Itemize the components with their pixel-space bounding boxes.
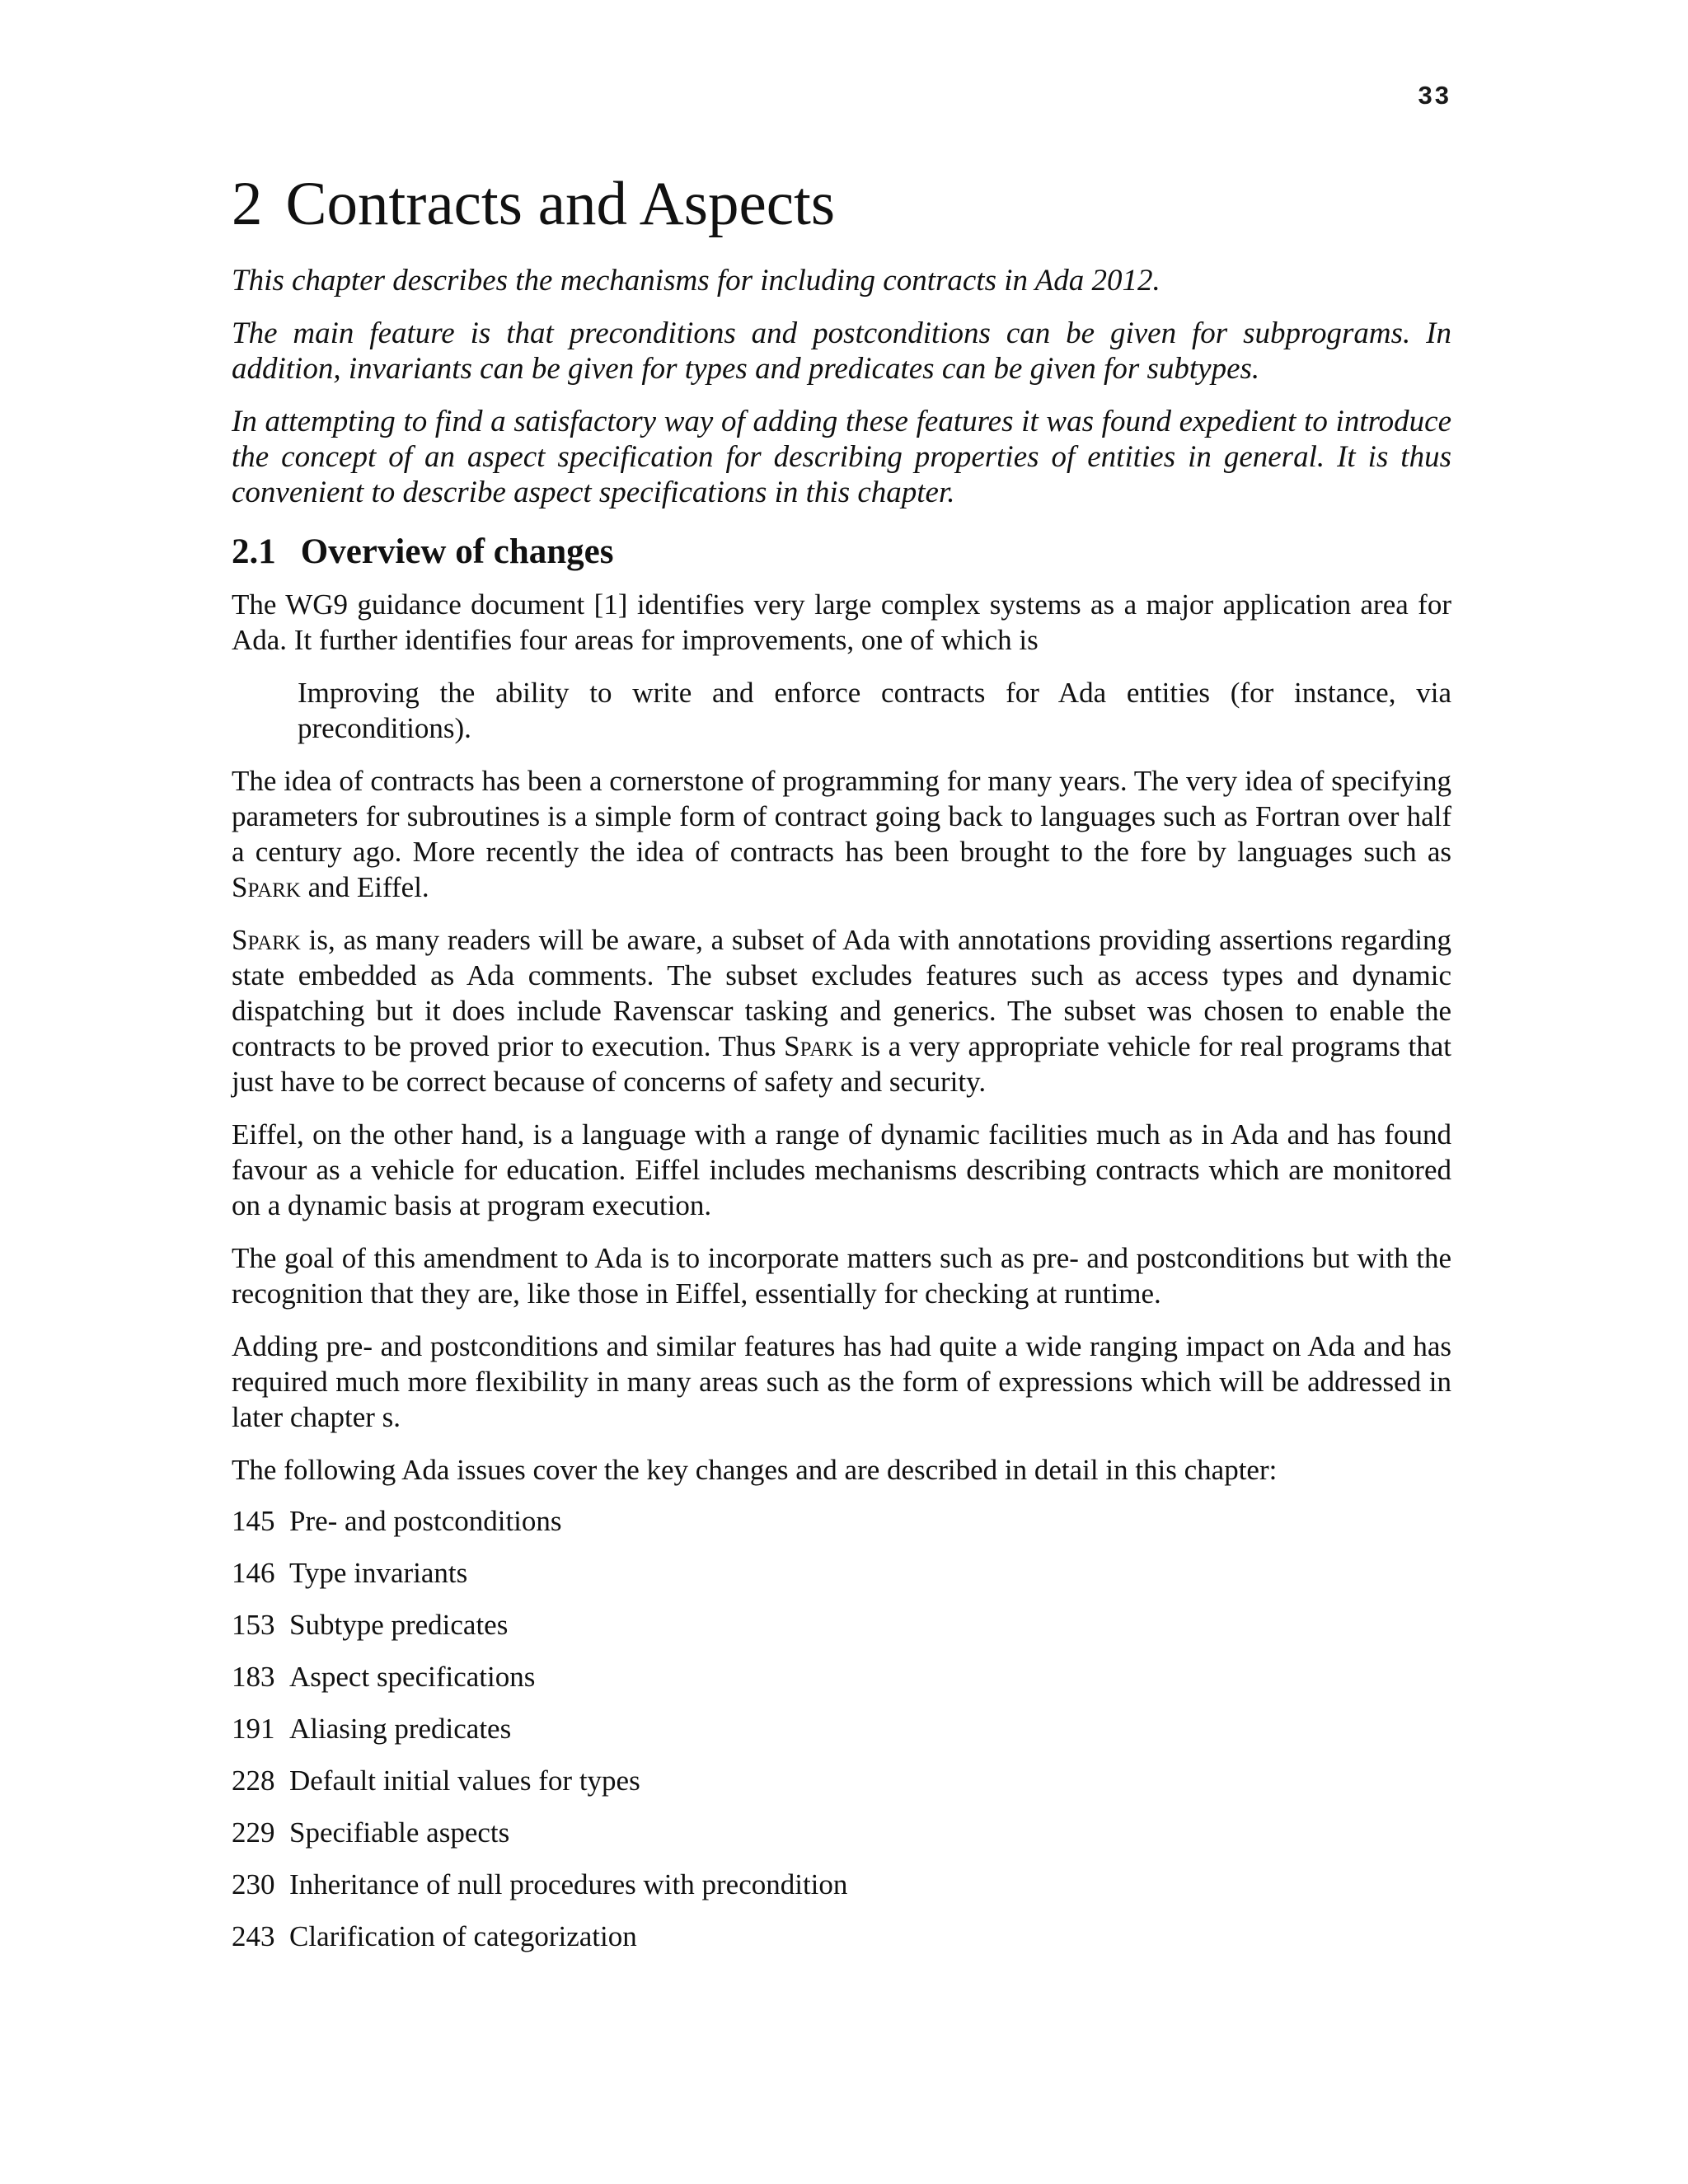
body-text-run: and Eiffel. — [300, 871, 429, 904]
issue-title: Pre- and postconditions — [289, 1505, 562, 1538]
issue-number: 153 — [232, 1609, 275, 1642]
issue-number: 228 — [232, 1765, 275, 1797]
list-item — [232, 1920, 1451, 1972]
body-paragraph: The WG9 guidance document [1] identifies very large complex systems as a major application area for Ada. It further identifies four areas for improvements, one of which is — [232, 588, 1451, 657]
ada-issues-list — [232, 1505, 1451, 1972]
issue-number: 145 — [232, 1505, 275, 1538]
list-item — [232, 1765, 1451, 1816]
body-paragraph: Adding pre- and postconditions and similar features has had quite a wide ranging impact on Ada and has required much more flexibility in many areas such as the form of expressions which will be addressed in later chapter s. — [232, 1330, 1451, 1434]
issue-number: 229 — [232, 1816, 275, 1849]
spark-name: Spark — [784, 1030, 854, 1063]
section-number: 2.1 — [232, 532, 276, 572]
issue-number: 146 — [232, 1557, 275, 1590]
list-item — [232, 1816, 1451, 1868]
chapter-title — [232, 169, 1451, 240]
list-item — [232, 1557, 1451, 1609]
page-number: 33 — [1418, 81, 1451, 110]
chapter-intro — [232, 263, 1451, 510]
body-paragraph — [232, 922, 1451, 1099]
list-item — [232, 1661, 1451, 1713]
issue-number: 191 — [232, 1713, 275, 1746]
issue-title: Specifiable aspects — [289, 1816, 510, 1849]
issue-title: Subtype predicates — [289, 1609, 509, 1642]
issue-title: Aliasing predicates — [289, 1713, 512, 1746]
page-content — [232, 169, 1451, 1972]
issue-number: 243 — [232, 1920, 275, 1953]
body-paragraph: The following Ada issues cover the key changes and are described in detail in this chapter: — [232, 1454, 1278, 1487]
issue-number: 230 — [232, 1868, 275, 1901]
body-paragraph: Eiffel, on the other hand, is a language with a range of dynamic facilities much as in Ada and has found favour as a vehicle for education. Eiffel includes mechanisms describing contracts which are monitored on a dynamic basis at program execution. — [232, 1118, 1451, 1222]
intro-paragraph: In attempting to find a satisfactory way of adding these features it was found expedient to introduce the concept of an aspect specification for describing properties of entities in general. It is thus convenient to describe aspect specifications in this chapter. — [232, 405, 1451, 510]
issue-number: 183 — [232, 1661, 275, 1694]
section-title-text: Overview of changes — [300, 532, 614, 572]
list-item — [232, 1609, 1451, 1661]
intro-paragraph: This chapter describes the mechanisms for including contracts in Ada 2012. — [232, 264, 1160, 298]
list-item — [232, 1713, 1451, 1765]
body-text-run: is a very appropriate vehicle for real programs that just have to be correct because of concerns of safety and security. — [232, 1030, 1451, 1099]
block-quote: Improving the ability to write and enforce contracts for Ada entities (for instance, via preconditions). — [298, 677, 1451, 745]
spark-name: Spark — [232, 924, 301, 957]
issue-title: Default initial values for types — [289, 1765, 640, 1797]
chapter-number: 2 — [232, 170, 263, 238]
list-item — [232, 1505, 1451, 1557]
intro-paragraph: The main feature is that preconditions and postconditions can be given for subprograms. In addition, invariants can be given for types and predicates can be given for subtypes. — [232, 316, 1451, 387]
issue-title: Type invariants — [289, 1557, 468, 1590]
list-item — [232, 1868, 1451, 1920]
body-paragraph — [232, 763, 1451, 905]
chapter-title-text: Contracts and Aspects — [285, 170, 836, 238]
section-body — [232, 587, 1451, 1972]
issue-title: Aspect specifications — [289, 1661, 536, 1694]
issue-title: Inheritance of null procedures with precondition — [289, 1868, 848, 1901]
body-text-run: The idea of contracts has been a cornerstone of programming for many years. The very idea of specifying parameters for subroutines is a simple form of contract going back to languages such as Fortran over half a century ago. More recently the idea of contracts has been brought to the fore by languages such as — [232, 765, 1451, 869]
body-paragraph: The goal of this amendment to Ada is to incorporate matters such as pre- and postconditions but with the recognition that they are, like those in Eiffel, essentially for checking at runtime. — [232, 1242, 1451, 1310]
spark-name: Spark — [232, 871, 301, 904]
body-text-run: is, as many readers will be aware, a subset of Ada with annotations providing assertions regarding state embedded as Ada comments. The subset excludes features such as access types and dynamic dispatching but it does include Ravenscar tasking and generics. The subset was chosen to enable the contracts to be proved prior to execution. Thus — [232, 924, 1451, 1063]
issue-title: Clarification of categorization — [289, 1920, 637, 1953]
section-heading — [232, 532, 1451, 572]
